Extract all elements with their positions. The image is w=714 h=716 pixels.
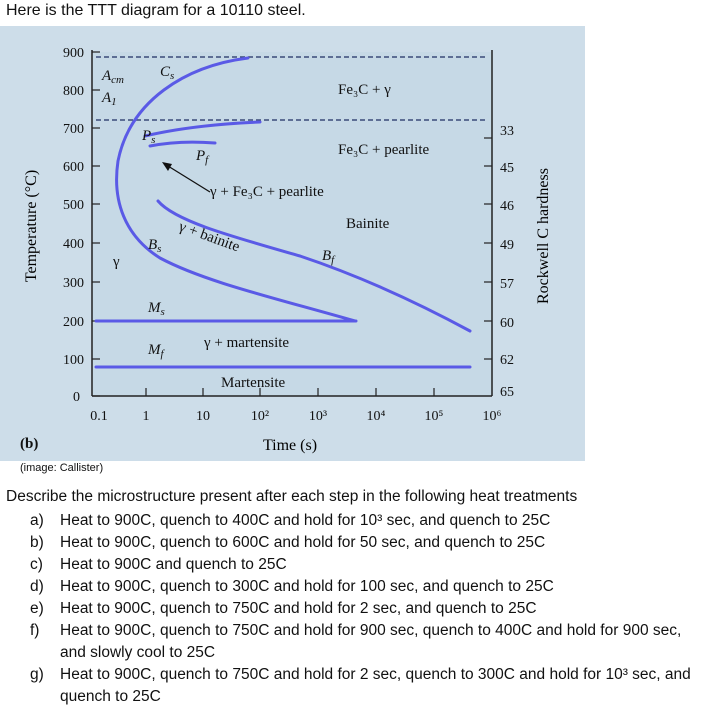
region-martensite: Martensite	[221, 375, 286, 391]
region-fe3c-gamma: Fe₃C + γ	[338, 82, 391, 98]
x-tick-1: 1	[142, 409, 150, 424]
task-text: Heat to 900C, quench to 750C and hold for 900 sec, quench to 400C and hold for 900 sec, and slowly cool to 25C	[60, 622, 682, 661]
list-item	[30, 532, 710, 554]
x-axis-label: Time (s)	[262, 437, 318, 454]
bs-label: $B_s$	[148, 237, 162, 255]
pf-label: $P_f$	[196, 148, 209, 166]
ms-label: $M_s$	[148, 300, 165, 318]
hardness-60: 60	[500, 316, 514, 331]
mf-label: $M_f$	[148, 342, 164, 360]
x-tick-10: 10	[196, 409, 210, 424]
region-bainite: Bainite	[346, 216, 390, 232]
list-item	[30, 554, 710, 576]
x-tick-1e2: 10²	[250, 409, 270, 424]
list-item	[30, 598, 710, 620]
task-list	[30, 510, 710, 708]
y-tick-700: 700	[63, 122, 84, 137]
hardness-33: 33	[500, 124, 514, 139]
hardness-46: 46	[500, 199, 514, 214]
region-gamma-bainite: γ + bainite	[176, 218, 242, 256]
region-gamma-martensite: γ + martensite	[204, 335, 290, 351]
x-tick-1e5: 10⁵	[424, 409, 444, 424]
task-text: Heat to 900C, quench to 300C and hold for 100 sec, and quench to 25C	[60, 578, 554, 595]
hardness-62: 62	[500, 353, 514, 368]
cs-label: $C_s$	[160, 64, 175, 82]
task-label: f)	[30, 622, 40, 639]
ttt-diagram-figure	[0, 26, 714, 476]
list-item	[30, 510, 710, 532]
image-source: (image: Callister)	[20, 462, 104, 474]
y-tick-500: 500	[63, 198, 84, 213]
x-tick-1e6: 10⁶	[482, 409, 502, 424]
y-tick-300: 300	[63, 276, 84, 291]
task-text: Heat to 900C, quench to 750C and hold for 2 sec, quench to 300C and hold for 10³ sec, and quench to 25C	[60, 666, 691, 705]
task-text: Heat to 900C and quench to 25C	[60, 556, 287, 573]
acm-label: $A_{cm}$	[102, 68, 124, 86]
y-tick-100: 100	[63, 353, 84, 368]
task-label: b)	[30, 534, 44, 551]
y-axis-label: Temperature (°C)	[23, 169, 40, 283]
region-fe3c-pearlite: Fe₃C + pearlite	[338, 142, 430, 158]
y-tick-800: 800	[63, 84, 84, 99]
list-item	[30, 664, 710, 708]
y-tick-400: 400	[63, 237, 84, 252]
x-tick-1e3: 10³	[308, 409, 328, 424]
region-gamma: γ	[113, 254, 120, 270]
region-gamma-fe3c-pearlite: γ + Fe₃C + pearlite	[210, 184, 324, 200]
hardness-65: 65	[500, 385, 514, 400]
task-label: d)	[30, 578, 44, 595]
question-text: Describe the microstructure present after each step in the following heat treatments	[6, 488, 578, 505]
list-item	[30, 576, 710, 598]
task-label: c)	[30, 556, 43, 573]
x-tick-1e4: 10⁴	[366, 409, 386, 424]
x-tick-0.1: 0.1	[90, 409, 108, 424]
y-tick-900: 900	[63, 46, 84, 61]
task-text: Heat to 900C, quench to 400C and hold for 10³ sec, and quench to 25C	[60, 512, 551, 529]
hardness-axis-label: Rockwell C hardness	[535, 168, 552, 304]
list-item	[30, 620, 710, 664]
hardness-49: 49	[500, 238, 514, 253]
y-tick-200: 200	[63, 315, 84, 330]
task-label: g)	[30, 666, 44, 683]
y-tick-600: 600	[63, 160, 84, 175]
ps-label: $P_s$	[142, 128, 156, 146]
task-text: Heat to 900C, quench to 600C and hold for 50 sec, and quench to 25C	[60, 534, 546, 551]
a1-label: $A_1$	[102, 90, 117, 108]
task-label: a)	[30, 512, 44, 529]
intro-text: Here is the TTT diagram for a 10110 steel.	[6, 2, 306, 19]
ttt-diagram	[0, 26, 714, 476]
bf-label: $B_f$	[322, 248, 335, 266]
task-label: e)	[30, 600, 44, 617]
task-text: Heat to 900C, quench to 750C and hold for 2 sec, and quench to 25C	[60, 600, 537, 617]
hardness-57: 57	[500, 277, 514, 292]
y-tick-0: 0	[73, 390, 80, 405]
hardness-45: 45	[500, 161, 514, 176]
panel-label: (b)	[20, 436, 39, 452]
